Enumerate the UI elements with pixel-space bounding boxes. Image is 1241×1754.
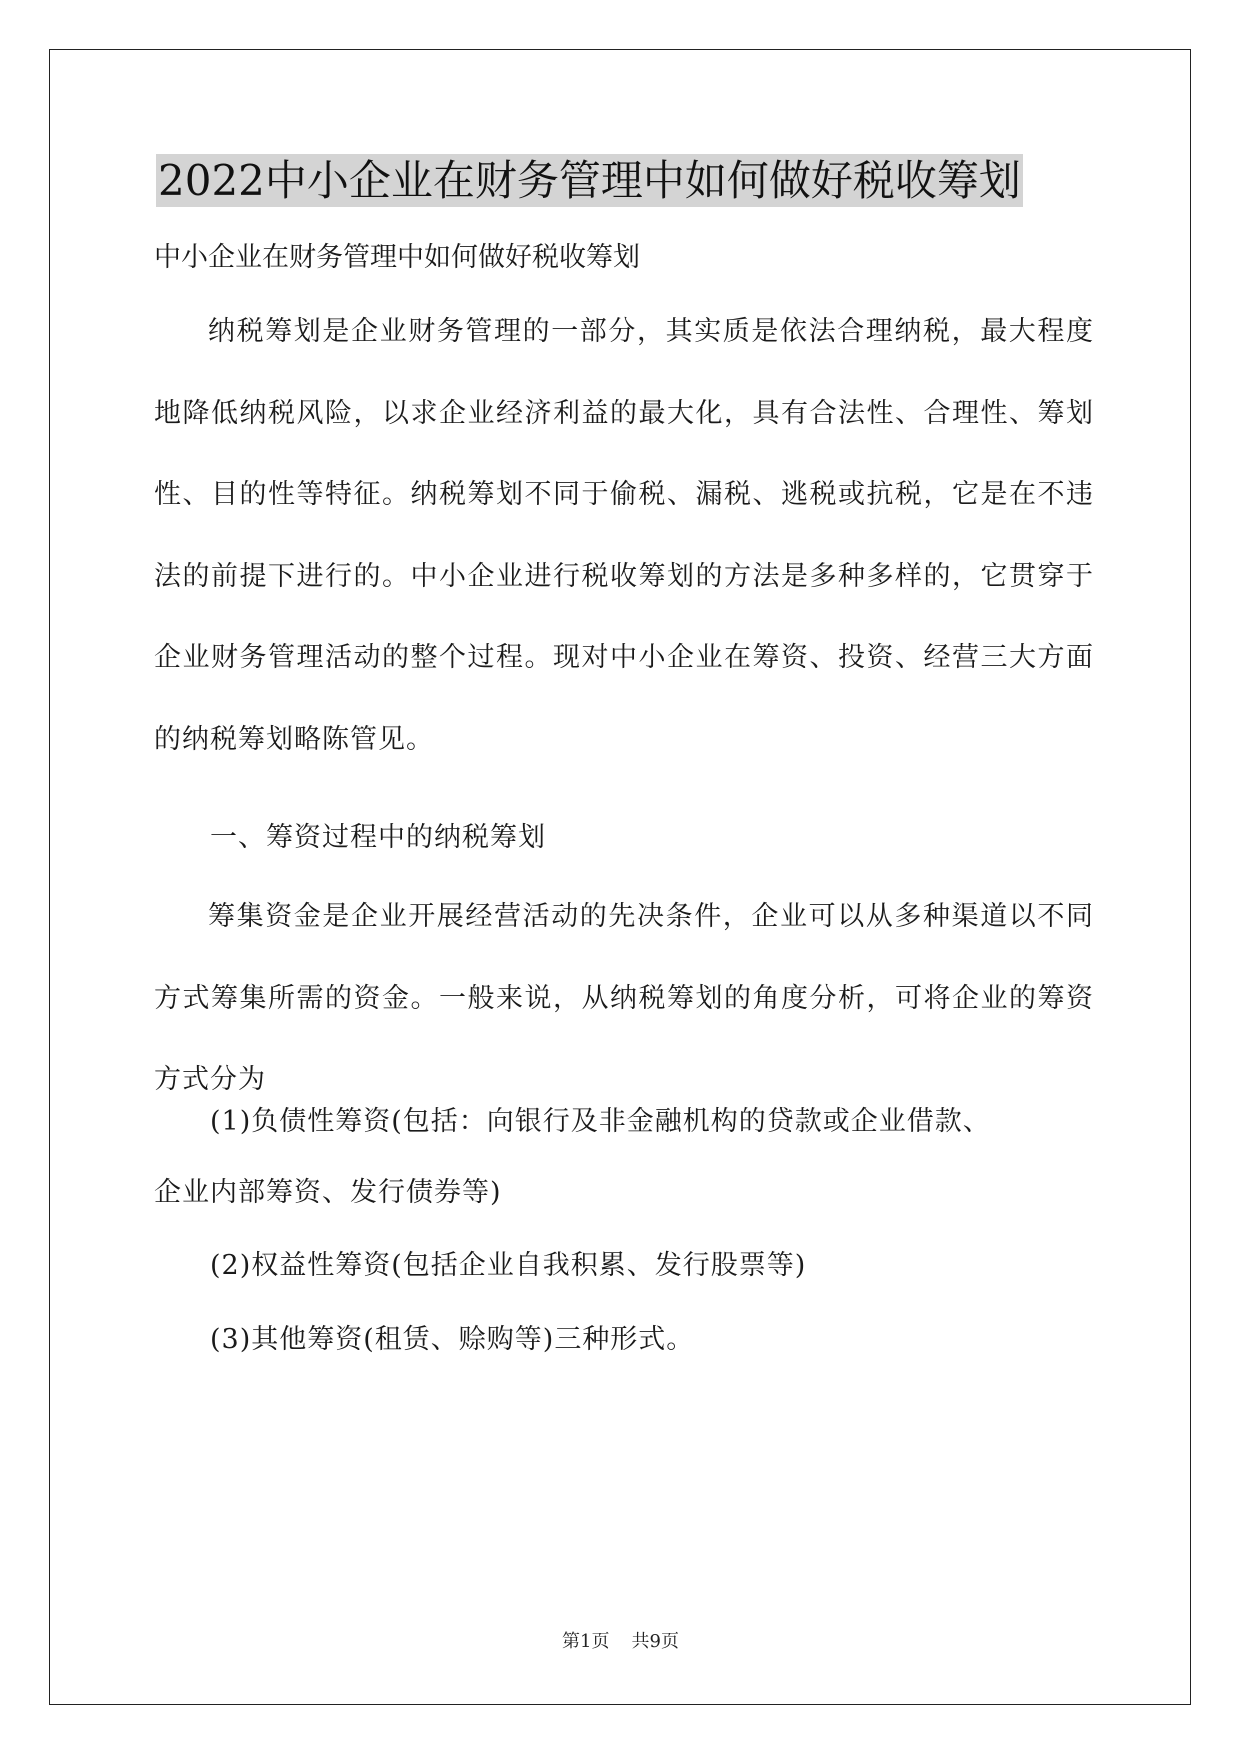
section-heading-financing: 一、筹资过程中的纳税筹划: [210, 822, 546, 853]
list-item-debt-financing: (1)负债性筹资(包括：向银行及非金融机构的贷款或企业借款、: [210, 1106, 991, 1137]
page-number: 第1页: [562, 1631, 610, 1652]
list-item-debt-financing-cont: 企业内部筹资、发行债券等): [154, 1177, 502, 1208]
list-item-other-financing: (3)其他筹资(租赁、赊购等)三种形式。: [210, 1324, 695, 1355]
financing-paragraph: 筹集资金是企业开展经营活动的先决条件，企业可以从多种渠道以不同方式筹集所需的资金。一般来说，从纳税筹划的角度分析，可将企业的筹资方式分为: [154, 901, 1094, 1095]
document-title: [154, 152, 1025, 210]
intro-paragraph: 纳税筹划是企业财务管理的一部分，其实质是依法合理纳税，最大程度地降低纳税风险，以求企业经济利益的最大化，具有合法性、合理性、筹划性、目的性等特征。纳税筹划不同于偷税、漏税、逃税或抗税，它是在不违法的前提下进行的。中小企业进行税收筹划的方法是多种多样的，它贯穿于企业财务管理活动的整个过程。现对中小企业在筹资、投资、经营三大方面的纳税筹划略陈管见。: [154, 316, 1094, 755]
list-item-equity-financing: (2)权益性筹资(包括企业自我积累、发行股票等): [210, 1250, 807, 1281]
document-title-text: 2022中小企业在财务管理中如何做好税收筹划: [158, 156, 1021, 205]
page-footer: [0, 1630, 1241, 1654]
document-subtitle: 中小企业在财务管理中如何做好税收筹划: [154, 242, 640, 273]
page-total: 共9页: [631, 1631, 679, 1652]
